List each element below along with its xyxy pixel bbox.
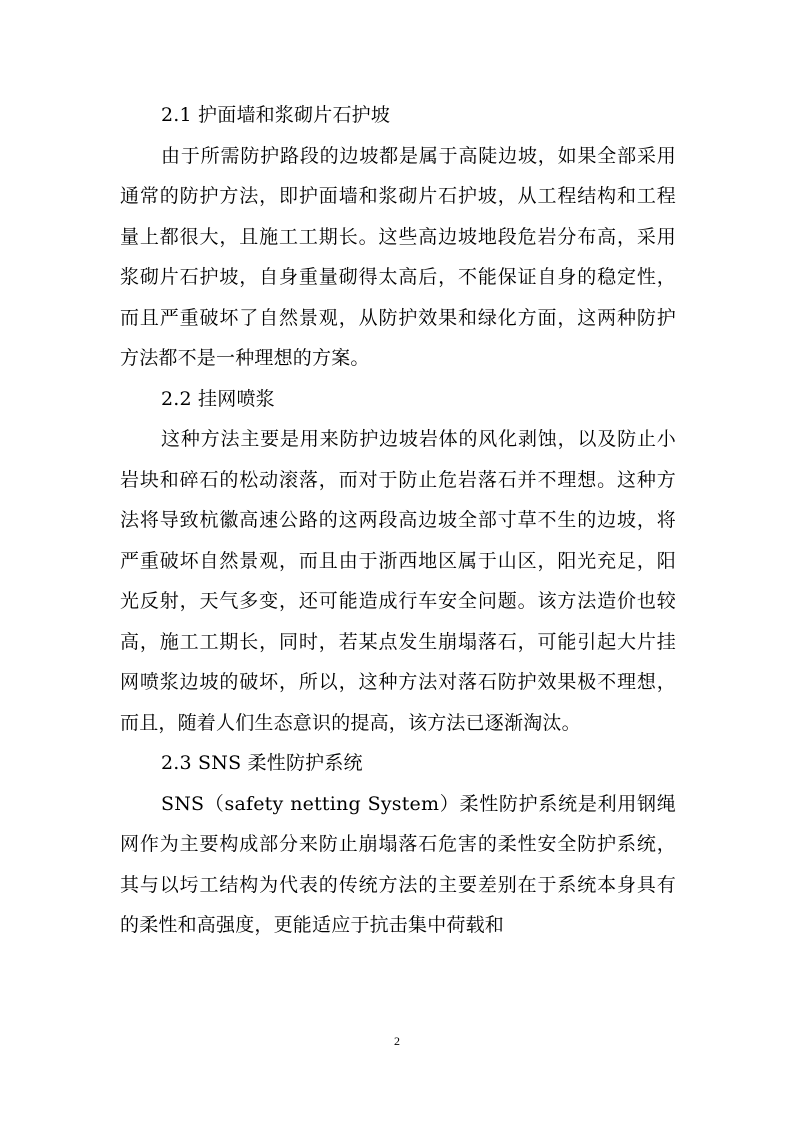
section-paragraph-2-2: 这种方法主要是用来防护边坡岩体的风化剥蚀，以及防止小岩块和碎石的松动滚落，而对于防止危岩落石并不理想。这种方法将导致杭徽高速公路的这两段高边坡全部寸草不生的边坡，将严重破坏自然景观，而且由于浙西地区属于山区，阳光充足，阳光反射，天气多变，还可能造成行车安全问题。该方法造价也较高，施工工期长，同时，若某点发生崩塌落石，可能引起大片挂网喷浆边坡的破坏，所以，这种方法对落石防护效果极不理想，而且，随着人们生态意识的提高，该方法已逐渐淘汰。 <box>120 428 676 734</box>
page-content <box>120 95 676 946</box>
section-heading-2-2: 2.2 挂网喷浆 <box>161 387 275 410</box>
section-paragraph-2-1: 由于所需防护路段的边坡都是属于高陡边坡，如果全部采用通常的防护方法，即护面墙和浆砌片石护坡，从工程结构和工程量上都很大，且施工工期长。这些高边坡地段危岩分布高，采用浆砌片石护坡，自身重量砌得太高后，不能保证自身的稳定性，而且严重破坏了自然景观，从防护效果和绿化方面，这两种防护方法都不是一种理想的方案。 <box>120 144 676 369</box>
section-heading-2-3: 2.3 SNS 柔性防护系统 <box>161 752 363 774</box>
section-paragraph-2-3: SNS（safety netting System）柔性防护系统是利用钢绳网作为主要构成部分来防止崩塌落石危害的柔性安全防护系统，其与以圬工结构为代表的传统方法的主要差别在于系统本身具有的柔性和高强度，更能适应于抗击集中荷载和 <box>120 792 676 936</box>
section-heading-2-1: 2.1 护面墙和浆砌片石护坡 <box>161 104 391 126</box>
page-number: 2 <box>394 1034 400 1048</box>
